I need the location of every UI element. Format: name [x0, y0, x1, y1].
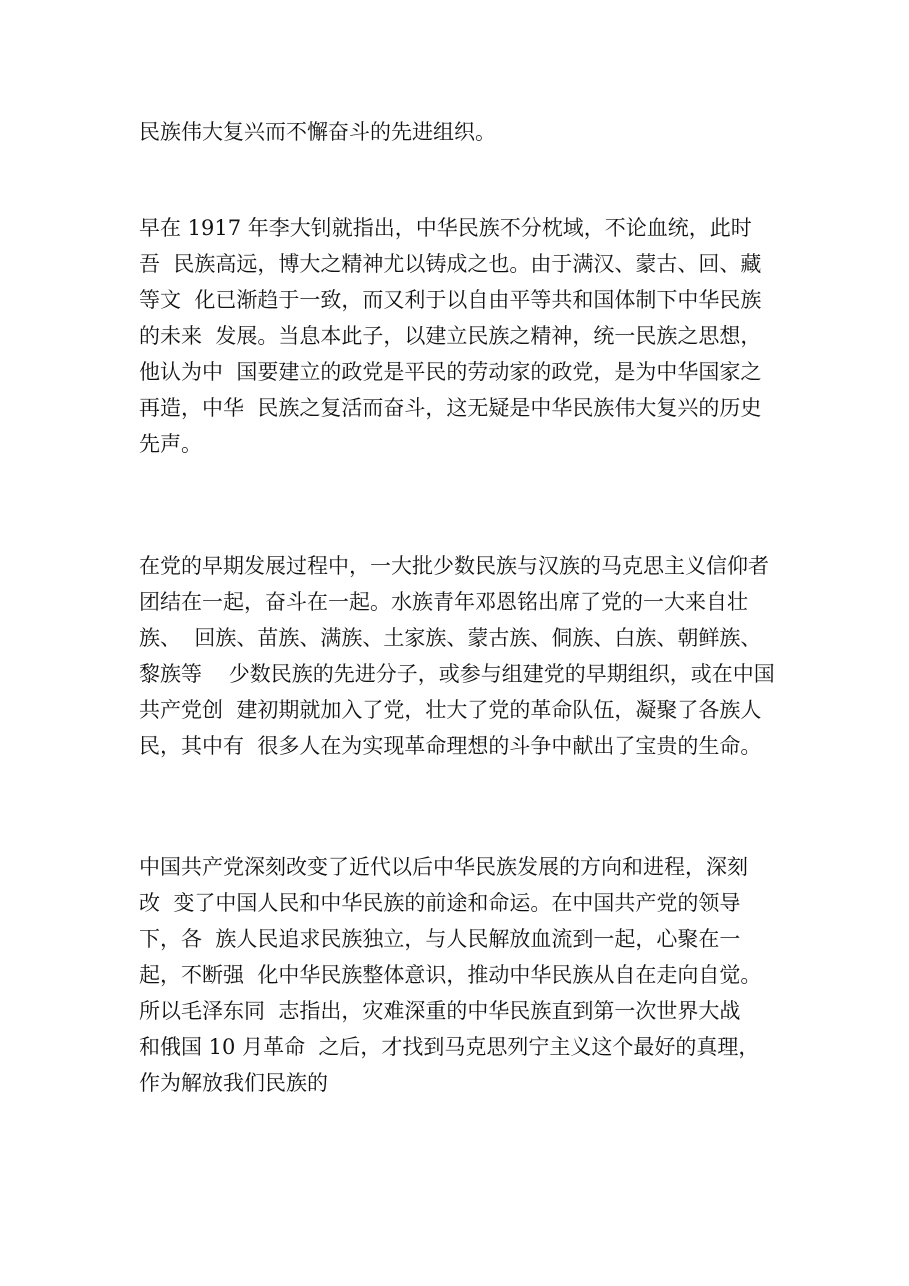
text-line: 起，不断强 化中华民族整体意识，推动中华民族从自在走向自觉。: [139, 963, 762, 987]
text-line: 共产党创 建初期就加入了党，壮大了党的革命队伍，凝聚了各族人: [139, 698, 762, 722]
text-line: 作为解放我们民族的: [139, 1071, 328, 1095]
text-line: 他认为中 国要建立的政党是平民的劳动家的政党，是为中华国家之: [139, 360, 762, 384]
text-line: 再造，中华 民族之复活而奋斗，这无疑是中华民族伟大复兴的历史: [139, 396, 762, 420]
text-line: 吾 民族高远，博大之精神尤以铸成之也。由于满汉、蒙古、回、藏: [139, 252, 762, 276]
text-line: 黎族等 少数民族的先进分子，或参与组建党的早期组织，或在中国: [139, 662, 775, 686]
paragraph-4: [139, 849, 799, 1101]
text-line: 民族伟大复兴而不懈奋斗的先进组织。: [139, 120, 496, 144]
text-line: 团结在一起，奋斗在一起。水族青年邓恩铭出席了党的一大来自壮: [139, 590, 748, 614]
paragraph-1: [139, 114, 799, 150]
text-line: 中国共产党深刻改变了近代以后中华民族发展的方向和进程，深刻: [139, 855, 748, 879]
text-line: 的未来 发展。当息本此子，以建立民族之精神，统一民族之思想，: [139, 324, 762, 348]
text-line: 在党的早期发展过程中，一大批少数民族与汉族的马克思主义信仰者: [139, 554, 769, 578]
paragraph-3: [139, 548, 799, 764]
text-line: 民，其中有 很多人在为实现革命理想的斗争中献出了宝贵的生命。: [139, 734, 762, 758]
text-line: 族、 回族、苗族、满族、土家族、蒙古族、侗族、白族、朝鲜族、: [139, 626, 762, 650]
text-line: 先声。: [139, 432, 202, 456]
text-line: 和俄国 10 月革命 之后，才找到马克思列宁主义这个最好的真理，: [139, 1035, 760, 1059]
text-line: 改 变了中国人民和中华民族的前途和命运。在中国共产党的领导: [139, 891, 741, 915]
text-line: 等文 化已渐趋于一致，而又利于以自由平等共和国体制下中华民族: [139, 288, 762, 312]
paragraph-2: [139, 210, 799, 462]
text-line: 下，各 族人民追求民族独立，与人民解放血流到一起，心聚在一: [139, 927, 741, 951]
text-line: 早在 1917 年李大钊就指出，中华民族不分枕域，不论血统，此时: [139, 216, 752, 240]
text-line: 所以毛泽东同 志指出，灾难深重的中华民族直到第一次世界大战: [139, 999, 741, 1023]
